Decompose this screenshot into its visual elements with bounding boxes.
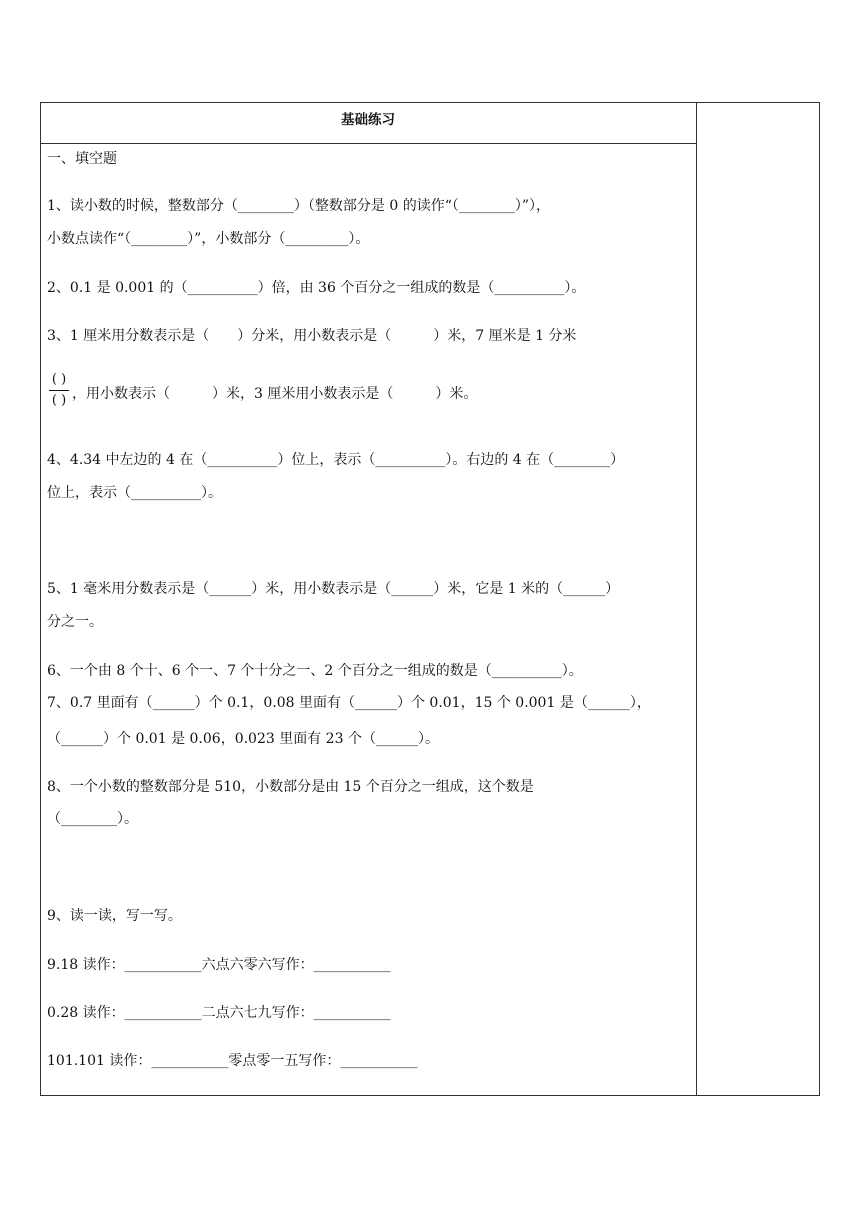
section-heading: 一、填空题 xyxy=(47,151,117,167)
question-5-line-1: 5、1 毫米用分数表示是（______）米，用小数表示是（______）米，它是 1 米的（______） xyxy=(47,581,620,597)
question-3-line-2: ，用小数表示（ ）米，3 厘米用小数表示是（ ）米。 xyxy=(72,386,478,402)
question-1-line-1: 1、读小数的时候，整数部分（________）（整数部分是 0 的读作“（________）”）， xyxy=(47,198,551,214)
question-6: 6、一个由 8 个十、6 个一、7 个十分之一、2 个百分之一组成的数是（__________）。 xyxy=(47,663,583,679)
question-7-line-2: （______）个 0.01 是 0.06，0.023 里面有 23 个（______）。 xyxy=(47,731,439,747)
table-header-divider xyxy=(40,143,696,144)
worksheet-table xyxy=(40,102,820,1096)
fraction-bar xyxy=(49,390,69,391)
question-1-line-2: 小数点读作“（________）”，小数部分（_________）。 xyxy=(47,231,370,247)
worksheet-title: 基础练习 xyxy=(341,112,395,128)
question-3-line-1: 3、1 厘米用分数表示是（ ）分米，用小数表示是（ ）米，7 厘米是 1 分米 xyxy=(47,328,577,344)
question-5-line-2: 分之一。 xyxy=(47,614,103,630)
question-8-line-2: （________）。 xyxy=(47,811,138,827)
question-9-row-2: 0.28 读作：___________二点六七九写作：___________ xyxy=(47,1005,391,1021)
question-8-line-1: 8、一个小数的整数部分是 510，小数部分是由 15 个百分之一组成，这个数是 xyxy=(47,779,534,795)
question-2: 2、0.1 是 0.001 的（__________）倍，由 36 个百分之一组成的数是（__________）。 xyxy=(47,280,586,296)
question-9-heading: 9、读一读，写一写。 xyxy=(47,908,182,924)
question-4-line-2: 位上，表示（__________）。 xyxy=(47,485,222,501)
question-9-row-1: 9.18 读作：___________六点六零六写作：___________ xyxy=(47,957,391,973)
table-column-divider xyxy=(696,102,697,1096)
fraction-denominator: ( ) xyxy=(51,393,67,408)
question-9-row-3: 101.101 读作：___________零点零一五写作：___________ xyxy=(47,1053,418,1069)
fraction-blank xyxy=(48,372,70,409)
question-4-line-1: 4、4.34 中左边的 4 在（__________）位上，表示（__________）。右边的 4 在（________） xyxy=(47,452,625,468)
question-7-line-1: 7、0.7 里面有（______）个 0.1，0.08 里面有（______）个 0.01，15 个 0.001 是（______）， xyxy=(47,695,651,711)
fraction-numerator: ( ) xyxy=(51,372,67,387)
